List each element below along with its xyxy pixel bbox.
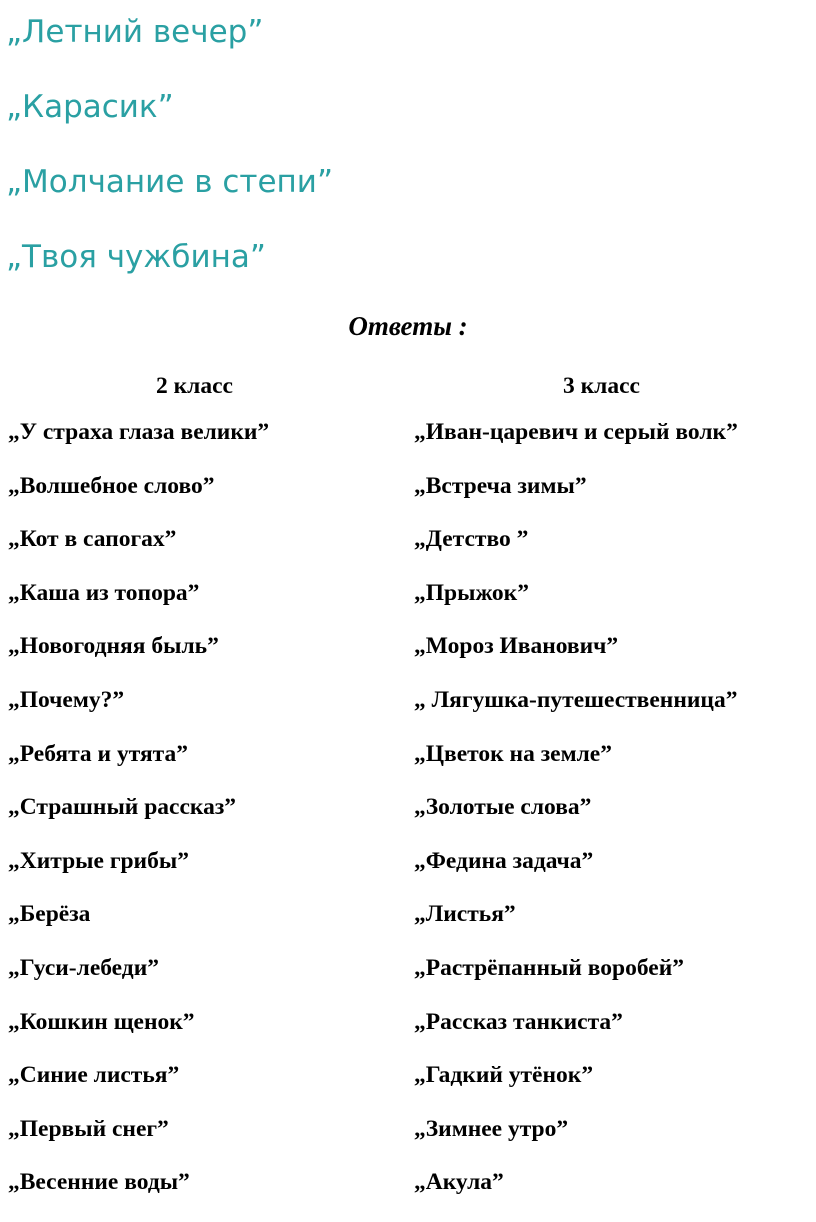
list-item: „Берёза — [8, 901, 91, 928]
column-header: 2 класс — [156, 373, 233, 399]
list-item: „Рассказ танкиста” — [414, 1008, 623, 1035]
list-item: „Новогодняя быль” — [8, 633, 219, 660]
list-item: „Цветок на земле” — [414, 740, 612, 767]
list-item: „Золотые слова” — [414, 794, 592, 821]
list-item: „Каша из топора” — [8, 579, 200, 606]
list-item: „Мороз Иванович” — [414, 633, 619, 660]
list-item: „Весенние воды” — [8, 1169, 190, 1196]
list-item: „Гадкий утёнок” — [414, 1062, 594, 1089]
list-item: „Гуси-лебеди” — [8, 954, 159, 981]
list-item: „Почему?” — [8, 686, 125, 713]
column-header: 3 класс — [563, 373, 640, 399]
list-item: „Хитрые грибы” — [8, 847, 189, 874]
list-item: „Зимнее утро” — [414, 1115, 569, 1142]
list-item: „Растрёпанный воробей” — [414, 954, 685, 981]
list-item: „Федина задача” — [414, 847, 594, 874]
list-item: „Страшный рассказ” — [8, 794, 237, 821]
list-item: „Детство ” — [414, 526, 529, 553]
list-item: „ Лягушка-путешественница” — [414, 686, 738, 713]
grade-2-column — [8, 366, 398, 1210]
list-item: „Волшебное слово” — [8, 472, 215, 499]
answers-heading: Ответы : — [348, 311, 468, 341]
list-item: „Синие листья” — [8, 1062, 180, 1089]
list-item: „Летний вечер” — [6, 14, 264, 50]
list-item: „Иван-царевич и серый волк” — [414, 419, 738, 445]
list-item: „Кошкин щенок” — [8, 1008, 195, 1035]
list-item: „Ребята и утята” — [8, 740, 189, 767]
grade-2-list — [8, 406, 398, 1210]
list-item: „Прыжок” — [414, 579, 529, 606]
list-item: „Первый снег” — [8, 1115, 169, 1142]
list-item: „Встреча зимы” — [414, 472, 587, 499]
list-item: „Кот в сапогах” — [8, 526, 177, 553]
list-item: „Молчание в степи” — [6, 164, 334, 200]
grade-3-list — [414, 406, 814, 1210]
list-item: „Акула” — [414, 1169, 504, 1196]
list-item: „Твоя чужбина” — [6, 239, 266, 275]
list-item: „У страха глаза велики” — [8, 419, 270, 445]
grade-3-column — [414, 366, 814, 1210]
list-item: „Карасик” — [6, 89, 174, 125]
list-item: „Листья” — [414, 901, 516, 928]
top-title-list — [6, 8, 333, 308]
